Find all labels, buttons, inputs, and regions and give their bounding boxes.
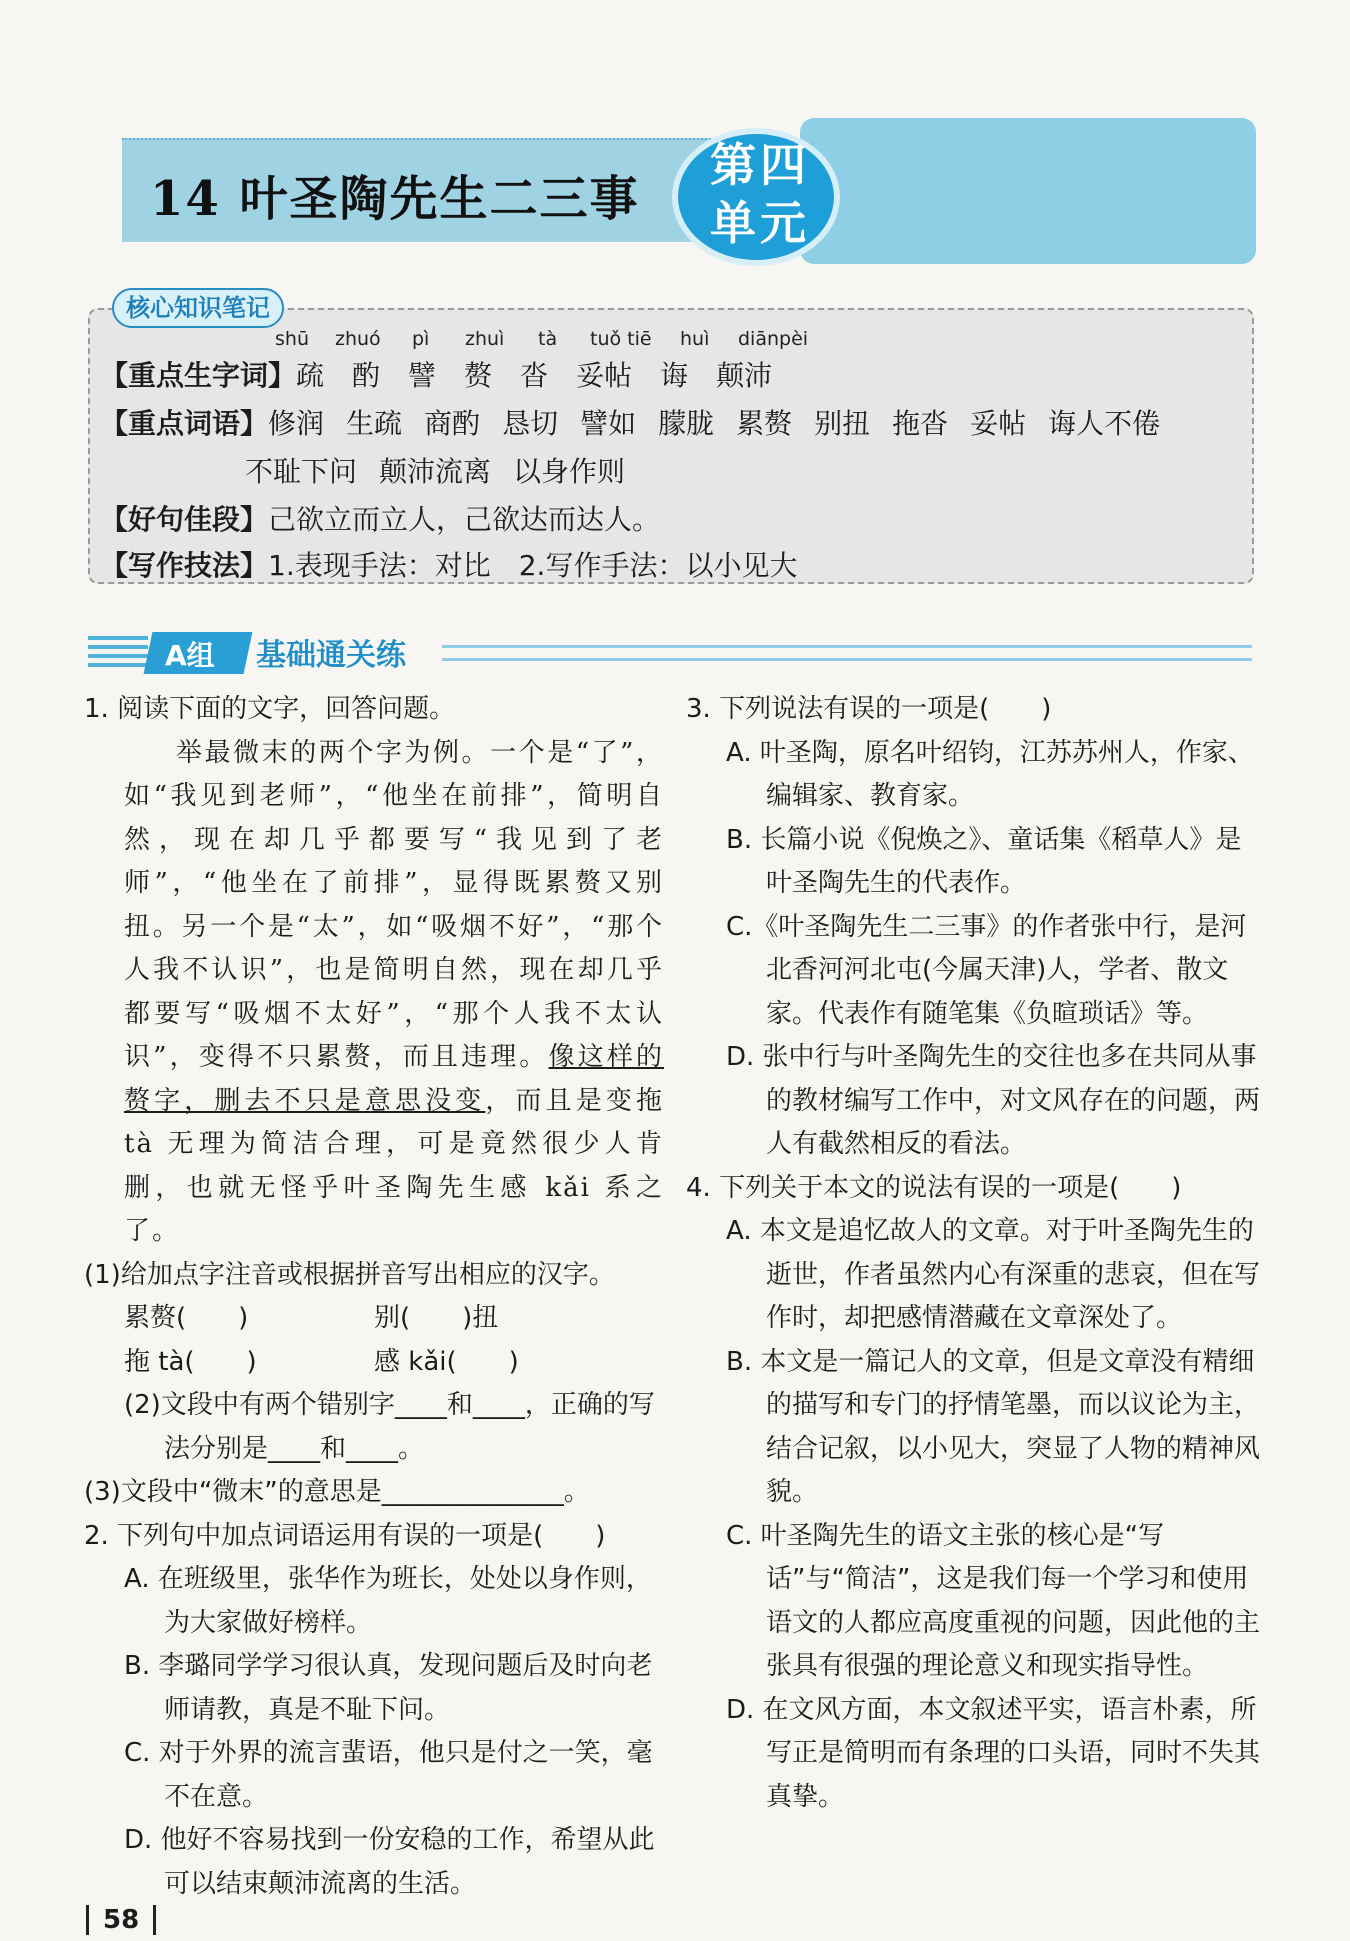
q1-1-row-2: [84, 1341, 664, 1385]
key-word: 朦胧: [658, 407, 715, 440]
q4-option-c: C. 叶圣陶先生的语文主张的核心是“写话”与“简洁”，这是我们每一个学习和使用语文的人都应高度重视的问题，因此他的主张具有很强的理论意义和现实指导性。: [726, 1520, 1261, 1681]
q4-option-d: D. 在文风方面，本文叙述平实，语言朴素，所写正是简明而有条理的口头语，同时不失其真挚。: [726, 1694, 1261, 1812]
q1-1-item: 别( )扭: [374, 1303, 499, 1333]
reading-passage: [84, 732, 664, 1254]
q4-option-a: A. 本文是追忆故人的文章。对于叶圣陶先生的逝世，作者虽然内心有深重的悲哀，但在写作时，却把感情潜藏在文章深处了。: [726, 1216, 1261, 1333]
knowledge-box: [88, 308, 1254, 584]
q3-option-b: B. 长篇小说《倪焕之》、童话集《稻草人》是叶圣陶先生的代表作。: [726, 824, 1242, 898]
right-column: [686, 688, 1266, 1819]
knowledge-tag: 核心知识笔记: [112, 288, 284, 328]
pinyin: pì: [412, 328, 430, 350]
technique-text: 1.表现手法：对比 2.写作手法：以小见大: [268, 549, 798, 582]
q2-option-d: D. 他好不容易找到一份安稳的工作，希望从此可以结束颠沛流离的生活。: [124, 1825, 655, 1899]
key-chars-row: [100, 354, 794, 394]
key-word: 修润: [268, 407, 325, 440]
passage-underlined: 像这样的赘字，删去不只是意思没变: [124, 1042, 664, 1116]
pinyin: tà: [538, 328, 558, 350]
pinyin: diānpèi: [738, 328, 809, 350]
q2-option-b: B. 李璐同学学习很认真，发现问题后及时向老师请教，真是不耻下问。: [124, 1651, 653, 1725]
good-sentence-label: 【好句佳段】: [100, 503, 269, 536]
key-char: 颠沛: [716, 359, 773, 392]
technique-row: [100, 544, 797, 584]
key-word: 诲人不倦: [1048, 407, 1161, 440]
key-char: 沓: [520, 359, 549, 392]
q3-option-d: D. 张中行与叶圣陶先生的交往也多在共同从事的教材编写工作中，对文风存在的问题，两人有截然相反的看法。: [726, 1042, 1261, 1159]
question-1-2: (2)文段中有两个错别字____和____，正确的写法分别是____和____。: [124, 1390, 655, 1464]
question-1-3: (3)文段中“微末”的意思是______________。: [84, 1477, 590, 1507]
key-char: 妥帖: [576, 359, 633, 392]
q2-option-a: A. 在班级里，张华作为班长，处处以身作则，为大家做好榜样。: [124, 1564, 652, 1638]
q1-1-item: 累赘( ): [124, 1303, 249, 1333]
unit-label: 第四单元: [710, 138, 810, 250]
q1-1-item: 感 kǎi( ): [374, 1346, 519, 1377]
q2-option-c: C. 对于外界的流言蜚语，他只是付之一笑，毫不在意。: [124, 1738, 653, 1812]
page-number: 58: [86, 1905, 156, 1935]
unit-banner: [800, 118, 1256, 264]
key-word: 颠沛流离: [379, 455, 492, 488]
q1-1-item: 拖 tà( ): [124, 1346, 257, 1377]
key-word: 累赘: [736, 407, 793, 440]
left-column: [84, 688, 664, 1906]
passage-text-a: 举最微末的两个字为例。一个是“了”，如“我见到老师”，“他坐在前排”，简明自然，现在却几乎都要写“我见到了老师”，“他坐在了前排”，显得既累赘又别扭。另一个是“太”，如“吸烟不好”，“那个人我不认识”，也是简明自然，现在却几乎都要写“吸烟不太好”，“那个人我不太认识”，变得不只累赘，而且违理。: [124, 737, 664, 1072]
pinyin: zhuó: [335, 328, 381, 350]
key-char: 赘: [464, 359, 493, 392]
key-words-row: [100, 402, 1182, 442]
key-word: 恳切: [502, 407, 559, 440]
technique-label: 【写作技法】: [100, 549, 269, 582]
section-stripes: [88, 636, 148, 670]
q1-1-row-1: [84, 1297, 664, 1341]
key-char: 酌: [352, 359, 381, 392]
good-sentence: 己欲立而立人，己欲达而达人。: [268, 503, 661, 536]
key-word: 拖沓: [892, 407, 949, 440]
section-rule: [442, 645, 1252, 661]
key-words-row-2: [245, 450, 647, 490]
key-chars-label: 【重点生字词】: [100, 359, 297, 392]
section-tag: A组: [165, 639, 215, 672]
key-char: 诲: [660, 359, 689, 392]
lesson-title: 14 叶圣陶先生二三事: [150, 171, 640, 227]
section-title: 基础通关练: [256, 638, 406, 673]
question-4: 4. 下列关于本文的说法有误的一项是( ): [686, 1172, 1182, 1203]
key-word: 不耻下问: [245, 455, 358, 488]
question-1: 1. 阅读下面的文字，回答问题。: [84, 694, 456, 724]
pinyin: zhuì: [465, 328, 505, 350]
key-word: 妥帖: [970, 407, 1027, 440]
question-3: 3. 下列说法有误的一项是( ): [686, 694, 1052, 724]
q4-option-b: B. 本文是一篇记人的文章，但是文章没有精细的描写和专门的抒情笔墨，而以议论为主，结合记叙，以小见大，突显了人物的精神风貌。: [726, 1346, 1261, 1507]
key-word: 以身作则: [513, 455, 626, 488]
question-1-1: (1)给加点字注音或根据拼音写出相应的汉字。: [84, 1259, 615, 1290]
pinyin: tuǒ tiē: [590, 328, 652, 350]
q3-option-c: C.《叶圣陶先生二三事》的作者张中行，是河北香河河北屯(今属天津)人，学者、散文家。代表作有随笔集《负暄琐话》等。: [726, 911, 1247, 1029]
passage-text-b: ，而且是变拖 tà 无理为简洁合理，可是竟然很少人肯删，也就无怪乎叶圣陶先生感 kǎi 系之了。: [124, 1085, 664, 1246]
key-char: 譬: [408, 359, 437, 392]
good-sentence-row: [100, 498, 660, 538]
key-word: 商酌: [424, 407, 481, 440]
key-word: 生疏: [346, 407, 403, 440]
q3-option-a: A. 叶圣陶，原名叶绍钧，江苏苏州人，作家、编辑家、教育家。: [726, 737, 1254, 811]
key-word: 譬如: [580, 407, 637, 440]
key-word: 别扭: [814, 407, 871, 440]
pinyin: shū: [275, 328, 309, 350]
pinyin: huì: [680, 328, 710, 350]
key-words-label: 【重点词语】: [100, 407, 269, 440]
question-2: 2. 下列句中加点词语运用有误的一项是( ): [84, 1520, 606, 1551]
key-char: 疏: [296, 359, 325, 392]
